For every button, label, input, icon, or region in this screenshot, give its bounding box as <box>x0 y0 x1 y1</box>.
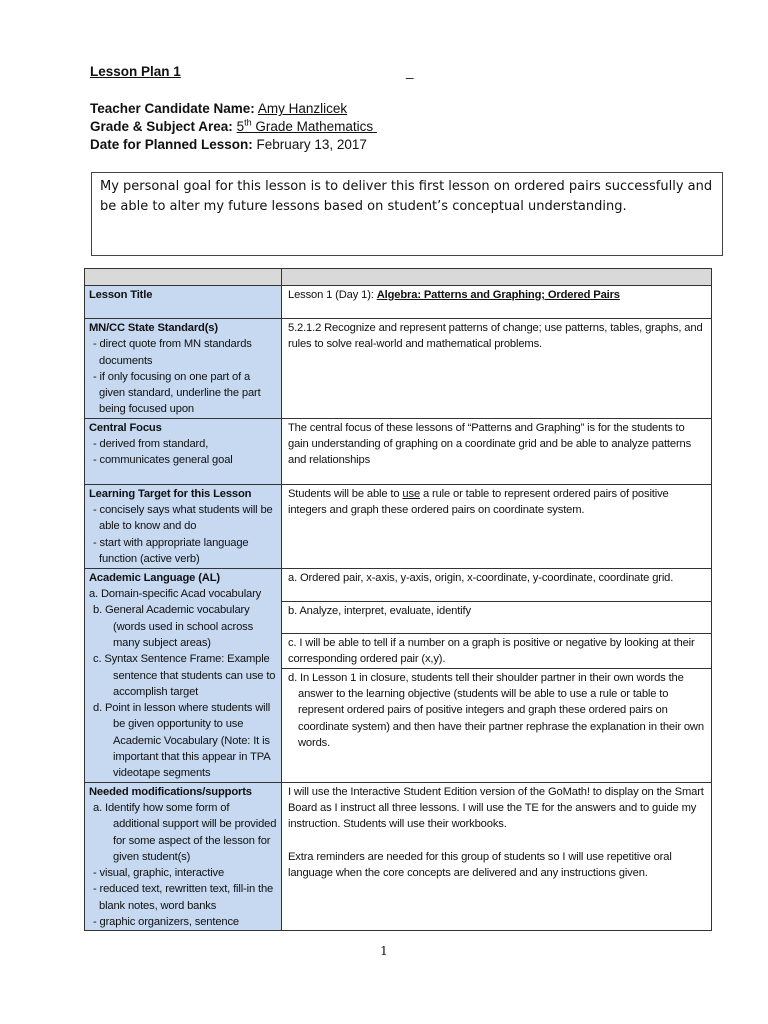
modifications-paragraph-2: Extra reminders are needed for this group of students so I will use repetitive oral language when the core concepts are delivered and any instructions given. <box>288 850 672 879</box>
academic-language-label: Academic Language (AL) <box>89 571 220 584</box>
lesson-plan-title <box>90 64 690 82</box>
lesson-meta <box>90 100 690 154</box>
title-text: Lesson Plan 1 <box>90 64 181 79</box>
academic-language-b: b. Analyze, interpret, evaluate, identify <box>282 601 711 633</box>
lesson-header <box>90 64 690 154</box>
grade-value <box>237 119 377 134</box>
learning-target-label-cell <box>85 484 282 568</box>
learning-target-text-b: a rule or table to represent ordered pairs of positive integers and graph these ordered pairs on coordinate system. <box>288 487 669 517</box>
academic-language-note: b. General Academic vocabulary (words used in school across many subject areas) <box>93 604 254 649</box>
learning-target-text-a: Students will be able to <box>288 487 403 500</box>
row-standard <box>85 319 712 419</box>
grade-subject: Grade Mathematics <box>251 119 374 134</box>
modifications-note: - visual, graphic, interactive <box>93 867 225 880</box>
lesson-title-value: Algebra: Patterns and Graphing; Ordered Pairs <box>376 289 620 301</box>
central-focus-label-cell <box>85 418 282 484</box>
learning-target-note: - start with appropriate language function (active verb) <box>93 536 249 565</box>
row-academic-language <box>85 568 712 782</box>
lesson-title-prefix: Lesson 1 (Day 1): <box>288 289 377 301</box>
lesson-title-value-cell <box>282 286 712 319</box>
central-focus-label: Central Focus <box>89 421 162 434</box>
standard-label-cell <box>85 319 282 419</box>
grade-row <box>90 118 690 136</box>
lesson-title-label-cell <box>85 286 282 319</box>
learning-target-label: Learning Target for this Lesson <box>89 487 252 500</box>
standard-value: 5.2.1.2 Recognize and represent patterns of change; use patterns, tables, graphs, and rules to solve real-world and mathematical problems. <box>282 319 712 419</box>
academic-language-a: a. Ordered pair, x-axis, y-axis, origin, x-coordinate, y-coordinate, coordinate grid. <box>288 571 674 584</box>
learning-target-verb: use <box>402 487 421 500</box>
candidate-row <box>90 100 690 118</box>
central-focus-value: The central focus of these lessons of “Patterns and Graphing” is for the students to gain understanding of graphing on a coordinate grid and be able to analyze patterns and relationships <box>282 418 712 484</box>
central-focus-note: - derived from standard, <box>93 438 209 451</box>
modifications-note: - graphic organizers, sentence <box>93 916 239 929</box>
modifications-paragraph-1: I will use the Interactive Student Edition version of the GoMath! to display on the Smart Board as I instruct all three lessons. I will use the TE for the answers and to guide my instruction. Students will use their workbooks. <box>288 785 704 831</box>
title-tail: _ <box>406 64 414 79</box>
candidate-label: Teacher Candidate Name: <box>90 101 255 116</box>
academic-language-note: a. Domain-specific Acad vocabulary <box>89 588 262 601</box>
row-learning-target <box>85 484 712 568</box>
standard-label: MN/CC State Standard(s) <box>89 322 218 334</box>
header-cell-right <box>282 269 712 286</box>
modifications-value <box>282 782 712 931</box>
learning-target-value <box>282 484 712 568</box>
personal-goal-box: My personal goal for this lesson is to deliver this first lesson on ordered pairs successfully and be able to alter my future lessons based on student’s conceptual understanding. <box>91 172 723 256</box>
academic-language-note: c. Syntax Sentence Frame: Example sentence that students can use to accomplish target <box>93 653 276 698</box>
lesson-plan-table <box>84 268 712 931</box>
grade-number: 5 <box>236 119 245 134</box>
modifications-label-cell <box>85 782 282 931</box>
row-modifications <box>85 782 712 931</box>
learning-target-note: - concisely says what students will be able to know and do <box>93 504 273 533</box>
modifications-label: Needed modifications/supports <box>89 785 252 798</box>
date-label: Date for Planned Lesson: <box>90 137 253 152</box>
modifications-note: a. Identify how some form of additional support will be provided for some aspect of the lesson for given student(s) <box>93 801 277 863</box>
modifications-note: - reduced text, rewritten text, fill-in the blank notes, word banks <box>93 883 274 912</box>
row-central-focus <box>85 418 712 484</box>
lesson-title-label: Lesson Title <box>89 289 153 301</box>
candidate-value: Amy Hanzlicek <box>257 101 348 116</box>
table-header-row <box>85 269 712 286</box>
standard-note: - direct quote from MN standards documents <box>93 338 252 367</box>
academic-language-d: d. In Lesson 1 in closure, students tell their shoulder partner in their own words the answer to the learning objective (students will be able to use a rule or table to represent ordered pairs of positive integers and graph these ordered pairs on coordinate system) and then have their partner rephrase the explanation in their own words. <box>282 668 711 751</box>
academic-language-label-cell <box>85 568 282 782</box>
header-cell-left <box>85 269 282 286</box>
academic-language-values <box>282 568 712 782</box>
grade-superscript: th <box>244 117 252 128</box>
row-lesson-title <box>85 286 712 319</box>
date-row <box>90 136 690 154</box>
academic-language-note: d. Point in lesson where students will be given opportunity to use Academic Vocabulary (Note: It is important that this appear in TPA videotape segments <box>93 702 271 780</box>
standard-note: - if only focusing on one part of a given standard, underline the part being focused upon <box>93 370 261 416</box>
grade-label: Grade & Subject Area: <box>90 119 233 134</box>
academic-language-c: c. I will be able to tell if a number on a graph is positive or negative by looking at their corresponding ordered pair (x,y). <box>282 633 711 668</box>
date-value: February 13, 2017 <box>256 137 367 152</box>
central-focus-note: - communicates general goal <box>93 454 233 467</box>
page-number: 1 <box>380 944 388 958</box>
